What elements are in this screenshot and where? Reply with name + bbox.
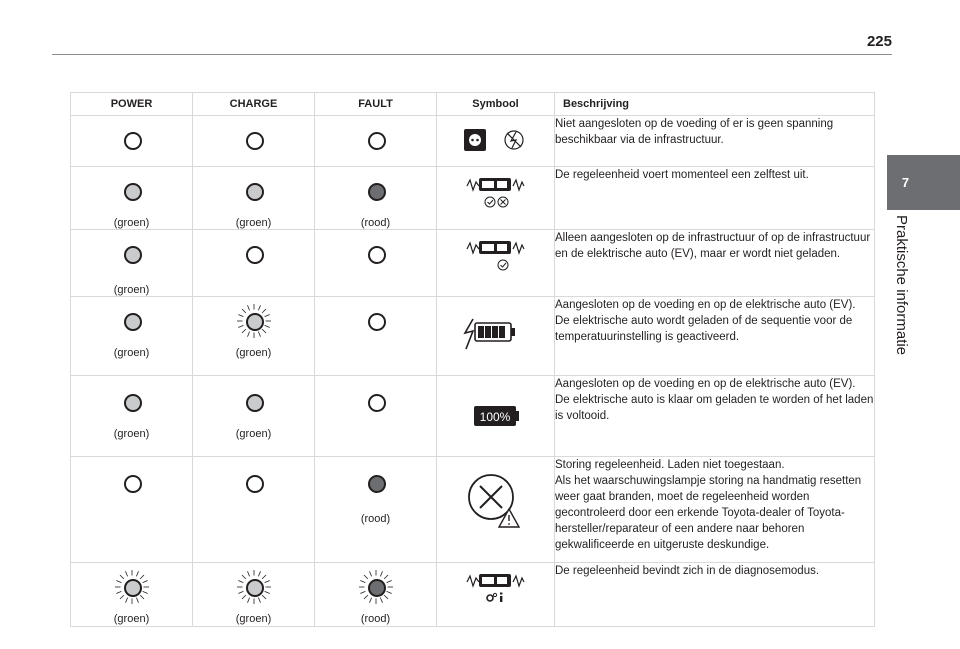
charge-cell xyxy=(193,457,315,563)
table-row xyxy=(71,376,875,457)
power-cell xyxy=(71,230,193,297)
charge-led-indicator xyxy=(236,173,272,209)
table-row xyxy=(71,116,875,167)
table-row xyxy=(71,230,875,297)
fault-cell xyxy=(315,457,437,563)
unit-connected-check-icon xyxy=(461,238,531,274)
blink-rays-icon xyxy=(236,303,272,339)
symbol-cell xyxy=(437,563,555,627)
description-cell xyxy=(555,563,875,627)
power-cell xyxy=(71,457,193,563)
fault-led-circle xyxy=(368,183,386,201)
battery-percentage: 100% xyxy=(479,410,510,424)
header-power: POWER xyxy=(71,93,193,116)
fault-led-circle xyxy=(368,246,386,264)
fault-led-circle xyxy=(368,394,386,412)
unit-selftest-check-cross-icon xyxy=(461,175,531,211)
power-led-indicator xyxy=(114,236,150,272)
description-cell xyxy=(555,376,875,457)
page-number: 225 xyxy=(866,33,892,50)
charge-led-indicator xyxy=(236,569,272,605)
power-led-circle xyxy=(124,475,142,493)
description-text: Aangesloten op de voeding en op de elektrische auto (EV). xyxy=(555,299,856,311)
description-text: Alleen aangesloten op de infrastructuur of op de infrastructuur en de elektrische auto (EV), maar er wordt niet geladen. xyxy=(555,232,871,260)
fault-led-indicator xyxy=(358,236,394,272)
battery-full-icon xyxy=(461,394,531,434)
unit-diagnostic-icon xyxy=(461,571,531,607)
charge-cell xyxy=(193,116,315,167)
charge-cell xyxy=(193,297,315,376)
power-led-circle xyxy=(124,183,142,201)
description-text: De elektrische auto wordt geladen of de sequentie voor de temperatuurinstelling is geactiveerd. xyxy=(555,315,853,343)
fault-led-label: (rood) xyxy=(360,217,391,229)
fault-cell xyxy=(315,297,437,376)
fault-warning-icon xyxy=(461,471,531,535)
symbol-cell xyxy=(437,167,555,230)
blink-rays-icon xyxy=(114,569,150,605)
power-led-indicator xyxy=(114,303,150,339)
power-led-label: (groen) xyxy=(113,284,150,296)
charge-led-label: (groen) xyxy=(235,217,272,229)
led-status-table xyxy=(70,92,875,627)
chapter-label: Praktische informatie xyxy=(893,215,910,356)
blink-rays-icon xyxy=(358,569,394,605)
description-text: Als het waarschuwingslampje storing na handmatig resetten weer gaat branden, moet de regeleenheid worden gecontroleerd door een erkende Toyota-dealer of Toyota-hersteller/reparateur of een andere naar behoren gekwalificeerde en uitgeruste deskundige. xyxy=(555,475,862,551)
outlet-no-voltage-icons xyxy=(456,126,536,156)
blink-rays-icon xyxy=(236,569,272,605)
description-cell xyxy=(555,230,875,297)
description-text: De elektrische auto is klaar om geladen te worden of het laden is voltooid. xyxy=(555,394,874,422)
charge-led-indicator xyxy=(236,303,272,339)
chapter-number: 7 xyxy=(901,175,910,190)
power-cell xyxy=(71,376,193,457)
table-row xyxy=(71,167,875,230)
description-cell xyxy=(555,457,875,563)
symbol-cell xyxy=(437,230,555,297)
fault-cell xyxy=(315,230,437,297)
symbol-cell xyxy=(437,457,555,563)
power-led-label: (groen) xyxy=(113,613,150,625)
charge-cell xyxy=(193,167,315,230)
fault-led-indicator xyxy=(358,122,394,158)
fault-cell xyxy=(315,563,437,627)
power-led-circle xyxy=(124,394,142,412)
symbol-cell xyxy=(437,376,555,457)
power-led-indicator xyxy=(114,122,150,158)
fault-led-indicator xyxy=(358,303,394,339)
description-text: Storing regeleenheid. Laden niet toegestaan. xyxy=(555,459,785,471)
fault-led-label: (rood) xyxy=(360,613,391,625)
description-text: Niet aangesloten op de voeding of er is geen spanning beschikbaar via de infrastructuur. xyxy=(555,118,834,146)
power-led-circle xyxy=(124,132,142,150)
power-cell xyxy=(71,116,193,167)
description-cell xyxy=(555,167,875,230)
fault-cell xyxy=(315,167,437,230)
charge-led-circle xyxy=(246,183,264,201)
description-cell xyxy=(555,116,875,167)
power-cell xyxy=(71,167,193,230)
charge-led-indicator xyxy=(236,465,272,501)
battery-charging-icon xyxy=(461,307,531,357)
fault-led-indicator xyxy=(358,465,394,501)
fault-led-indicator xyxy=(358,384,394,420)
table-row xyxy=(71,297,875,376)
charge-led-label: (groen) xyxy=(235,428,272,440)
fault-led-label: (rood) xyxy=(360,513,391,525)
fault-led-indicator xyxy=(358,173,394,209)
table-header-row xyxy=(71,93,875,116)
charge-cell xyxy=(193,230,315,297)
header-fault: FAULT xyxy=(315,93,437,116)
charge-led-label: (groen) xyxy=(235,613,272,625)
fault-cell xyxy=(315,376,437,457)
power-led-label: (groen) xyxy=(113,428,150,440)
header-symbol: Symbool xyxy=(437,93,555,116)
power-led-indicator xyxy=(114,173,150,209)
power-led-circle xyxy=(124,246,142,264)
charge-led-circle xyxy=(246,246,264,264)
charge-cell xyxy=(193,376,315,457)
header-charge: CHARGE xyxy=(193,93,315,116)
charge-led-circle xyxy=(246,132,264,150)
header-description: Beschrijving xyxy=(555,93,875,116)
charge-led-circle xyxy=(246,475,264,493)
power-led-label: (groen) xyxy=(113,217,150,229)
power-led-circle xyxy=(124,313,142,331)
description-cell xyxy=(555,297,875,376)
chapter-label-container xyxy=(892,215,912,375)
description-text: Aangesloten op de voeding en op de elektrische auto (EV). xyxy=(555,378,856,390)
fault-led-indicator xyxy=(358,569,394,605)
charge-led-label: (groen) xyxy=(235,347,272,359)
fault-led-circle xyxy=(368,313,386,331)
power-cell xyxy=(71,297,193,376)
power-led-label: (groen) xyxy=(113,347,150,359)
power-cell xyxy=(71,563,193,627)
power-led-indicator xyxy=(114,384,150,420)
charge-cell xyxy=(193,563,315,627)
fault-cell xyxy=(315,116,437,167)
charge-led-indicator xyxy=(236,122,272,158)
header-rule xyxy=(52,54,892,55)
power-led-indicator xyxy=(114,569,150,605)
charge-led-indicator xyxy=(236,236,272,272)
fault-led-circle xyxy=(368,475,386,493)
description-text: De regeleenheid voert momenteel een zelftest uit. xyxy=(555,169,809,181)
symbol-cell xyxy=(437,116,555,167)
chapter-tab xyxy=(887,155,960,210)
fault-led-circle xyxy=(368,132,386,150)
description-text: De regeleenheid bevindt zich in de diagnosemodus. xyxy=(555,565,820,577)
table-row xyxy=(71,563,875,627)
symbol-cell xyxy=(437,297,555,376)
charge-led-indicator xyxy=(236,384,272,420)
power-led-indicator xyxy=(114,465,150,501)
table-row xyxy=(71,457,875,563)
charge-led-circle xyxy=(246,394,264,412)
